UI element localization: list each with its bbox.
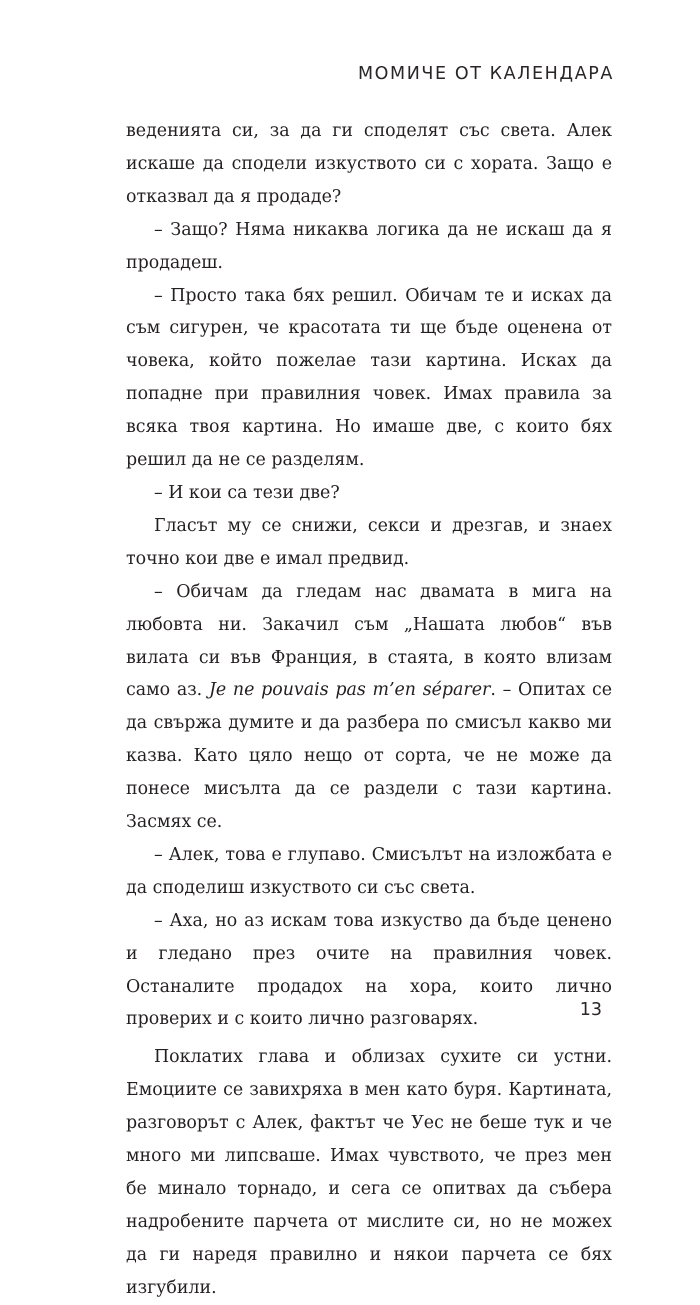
paragraph-6-french-quote: Je ne pouvais pas m’en séparer: [208, 680, 491, 701]
paragraph-2: [126, 214, 612, 280]
paragraph-1-text: веденията си, за да ги споделят със света. Алек искаше да сподели изкуството си с хората. Защо е отказвал да я продаде?: [126, 121, 612, 207]
paragraph-8: [126, 905, 612, 1037]
paragraph-4: [126, 477, 612, 510]
paragraph-9-text: Поклатих глава и облизах сухите си устни. Емоциите се завихряха в мен като буря. Картината, разговорът с Алек, фактът че Уес не беше тук и че много ми липсваше. Имах чувството, че през мен бе минало торнадо, и сега се опитвах да събера надробените парчета от мислите си, но не можех да ги наредя правилно и някои парчета се бях изгубили.: [126, 1047, 612, 1298]
paragraph-3: [126, 280, 612, 477]
paragraph-1: [126, 115, 612, 214]
running-header: МОМИЧЕ ОТ КАЛЕНДАРА: [357, 64, 614, 84]
paragraph-6: [126, 576, 612, 839]
paragraph-4-text: – И кои са тези две?: [154, 482, 340, 503]
paragraph-5: [126, 510, 612, 576]
paragraph-3-text: – Просто така бях решил. Обичам те и исках да съм сигурен, че красотата ти ще бъде оценена от човека, който пожелае тази картина. Исках да попадне при правилния човек. Имах правила за всяка твоя картина. Но имаше две, с които бях решил да не се разделям.: [126, 285, 612, 471]
paragraph-2-text: – Защо? Няма никаква логика да не искаш да я продадеш.: [126, 219, 612, 273]
paragraph-6-text-after: . – Опитах се да свържа думите и да разбера по смисъл какво ми казва. Като цяло нещо от сорта, че не може да понесе мисълта да се раздели с тази картина. Засмях се.: [126, 680, 613, 833]
paragraph-9: [126, 1041, 612, 1304]
paragraph-8-text: – Аха, но аз искам това изкуство да бъде ценено и гледано през очите на правилния човек. Останалите продадох на хора, които лично проверих и с които лично разговарях.: [126, 910, 612, 1030]
paragraph-7: [126, 839, 612, 905]
body-text: [126, 115, 612, 1305]
paragraph-6-text-before: – Обичам да гледам нас двамата в мига на любовта ни. Закачил съм „Нашата любов“ във вилата си във Франция, в стаята, в която влизам само аз.: [126, 581, 612, 701]
page-number: 13: [579, 1000, 602, 1020]
paragraph-7-text: – Алек, това е глупаво. Смисълът на изложбата е да споделиш изкуството си със света.: [126, 844, 612, 898]
paragraph-5-text: Гласът му се снижи, секси и дрезгав, и знаех точно кои две е имал предвид.: [126, 515, 612, 569]
